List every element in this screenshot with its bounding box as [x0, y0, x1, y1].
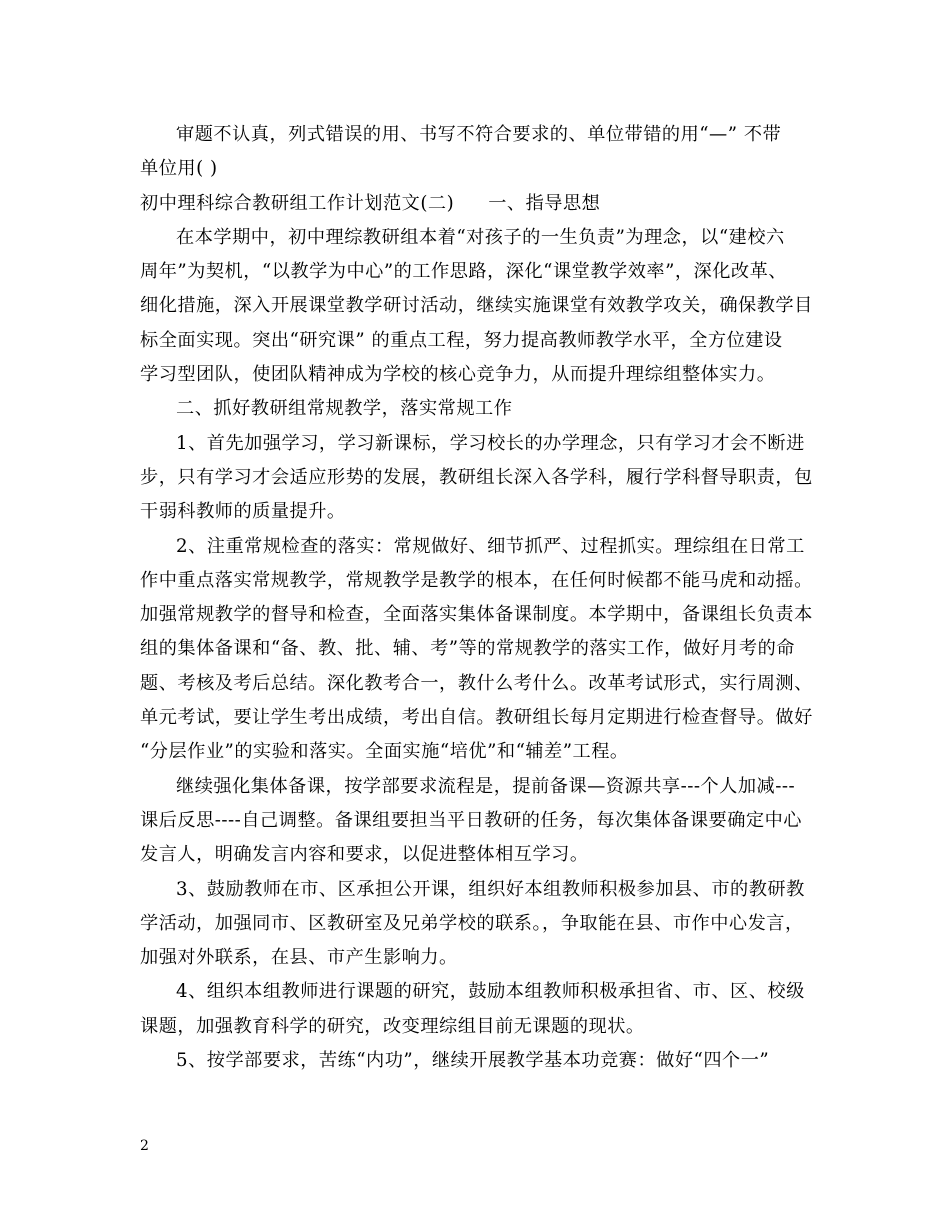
- body-line: 5、按学部要求，苦练“内功”，继续开展教学基本功竞赛：做好“四个一”: [176, 1050, 770, 1072]
- body-line: 发言人，明确发言内容和要求，以促进整体相互学习。: [140, 844, 589, 866]
- body-line: 1、首先加强学习，学习新课标，学习校长的办学理念，只有学习才会不断进: [176, 432, 805, 454]
- body-line: 2、注重常规检查的落实：常规做好、细节抓严、过程抓实。理综组在日常工: [176, 535, 805, 557]
- body-line: 周年”为契机，“以教学为中心”的工作思路，深化“课堂教学效率”，深化改革、: [140, 261, 787, 283]
- body-line: 单元考试，要让学生考出成绩，考出自信。教研组长每月定期进行检查督导。做好: [140, 707, 813, 729]
- section-heading: 二、抓好教研组常规教学，落实常规工作: [176, 398, 513, 420]
- body-line: 3、鼓励教师在市、区承担公开课，组织好本组教师积极参加县、市的教研教: [176, 878, 805, 900]
- body-line: 审题不认真，列式错误的用、书写不符合要求的、单位带错的用“—” 不带: [176, 124, 782, 145]
- body-line: 题、考核及考后总结。深化教考合一，教什么考什么。改革考试形式，实行周测、: [140, 672, 813, 694]
- body-line: 课后反思----自己调整。备课组要担当平日教研的任务，每次集体备课要确定中心: [140, 809, 802, 831]
- body-line: 单位用( ): [140, 158, 218, 180]
- body-line: 步，只有学习才会适应形势的发展，教研组长深入各学科，履行学科督导职责，包: [140, 466, 813, 488]
- body-line: 组的集体备课和“备、教、批、辅、考”等的常规教学的落实工作，做好月考的命: [140, 638, 795, 660]
- page-number: 2: [140, 1138, 149, 1154]
- body-line: 学活动，加强同市、区教研室及兄弟学校的联系。，争取能在县、市作中心发言，: [140, 912, 804, 934]
- body-line: 作中重点落实常规教学，常规教学是教学的根本，在任何时候都不能马虎和动摇。: [140, 569, 813, 591]
- body-line: 在本学期中，初中理综教研组本着“对孩子的一生负责”为理念，以“建校六: [176, 226, 785, 248]
- body-line: 细化措施，深入开展课堂教学研讨活动，继续实施课堂有效教学攻关，确保教学目: [140, 295, 813, 317]
- body-line: 学习型团队，使团队精神成为学校的核心竞争力，从而提升理综组整体实力。: [140, 364, 776, 386]
- body-line: 课题，加强教育科学的研究，改变理综组目前无课题的现状。: [140, 1015, 645, 1037]
- body-line: 加强常规教学的督导和检查，全面落实集体备课制度。本学期中，备课组长负责本: [140, 604, 813, 626]
- body-line: 标全面实现。突出“研究课” 的重点工程，努力提高教师教学水平，全方位建设: [140, 329, 783, 351]
- section-title-line: [140, 187, 810, 221]
- section-heading: 一、指导思想: [488, 192, 601, 214]
- body-line: “分层作业”的实验和落实。全面实施“培优”和“辅差”工程。: [140, 741, 629, 763]
- body-line: 加强对外联系，在县、市产生影响力。: [140, 947, 458, 969]
- body-line: 继续强化集体备课，按学部要求流程是，提前备课—资源共享---个人加减---: [176, 775, 796, 797]
- document-body: [140, 118, 813, 1078]
- document-subtitle: 初中理科综合教研组工作计划范文(二): [140, 192, 455, 214]
- body-line: 干弱科教师的质量提升。: [140, 501, 346, 523]
- body-line: 4、组织本组教师进行课题的研究，鼓励本组教师积极承担省、市、区、校级: [176, 981, 805, 1003]
